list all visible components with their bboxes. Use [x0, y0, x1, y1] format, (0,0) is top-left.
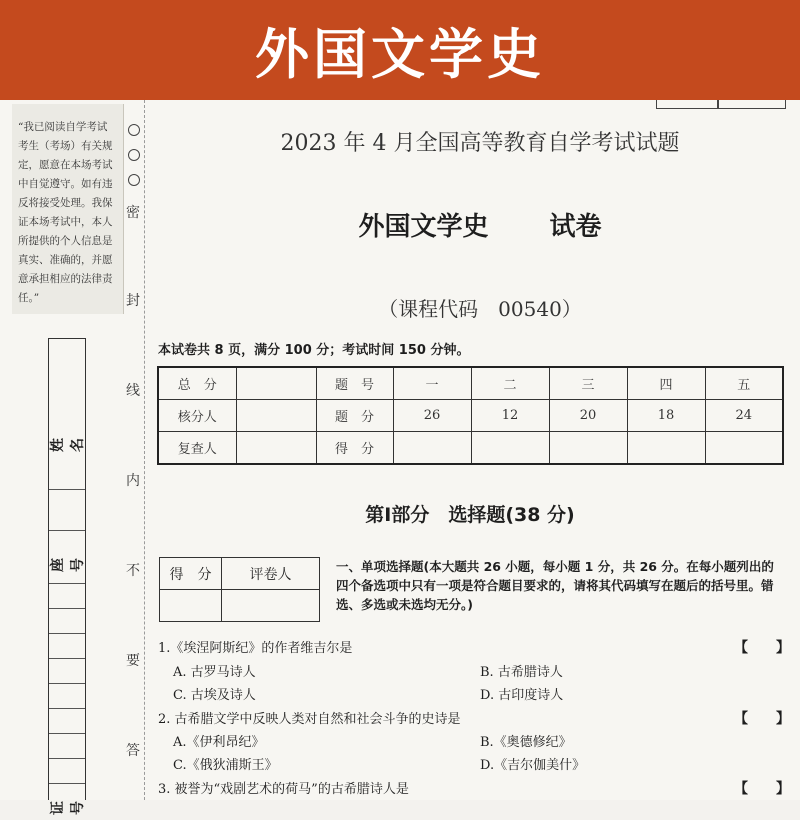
strip-cell[interactable]	[49, 659, 85, 684]
table-cell: 核分人	[158, 400, 236, 432]
table-cell: 题 号	[316, 367, 393, 400]
total-score-input[interactable]	[236, 367, 316, 400]
title-banner	[0, 0, 800, 100]
seal-circle-icon	[128, 174, 140, 186]
answer-bracket[interactable]: 【 】	[734, 711, 790, 727]
strip-cell[interactable]	[49, 634, 85, 659]
exam-subject: 外国文学史	[358, 212, 489, 242]
checker-input[interactable]	[236, 400, 316, 432]
section-title: 第Ⅰ部分 选择题(38 分)	[365, 504, 575, 526]
seal-circle-icon	[128, 124, 140, 136]
exam-note: 本试卷共 8 页，满分 100 分；考试时间 150 分钟。	[158, 343, 470, 358]
option-a: A.《伊利昂纪》	[173, 735, 265, 750]
table-row	[160, 558, 320, 590]
option-c: C. 古埃及诗人	[173, 688, 256, 703]
answer-bracket[interactable]: 【 】	[734, 781, 790, 797]
answer-bracket[interactable]: 【 】	[734, 640, 790, 656]
question-stem: 3. 被誉为“戏剧艺术的荷马”的古希腊诗人是	[158, 782, 409, 797]
banner-title: 外国文学史	[255, 22, 545, 86]
score-table	[157, 366, 784, 465]
candidate-info-strip	[48, 338, 86, 815]
table-cell: 18	[627, 400, 705, 432]
corner-box	[656, 100, 786, 109]
seal-dashed-line	[144, 100, 145, 800]
id-field[interactable]	[49, 784, 85, 814]
strip-cell[interactable]	[49, 734, 85, 759]
table-cell: 得 分	[316, 432, 393, 465]
seal-char: 密	[126, 205, 140, 221]
option-d: D. 古印度诗人	[480, 688, 564, 703]
strip-cell[interactable]	[49, 609, 85, 634]
table-cell: 24	[705, 400, 783, 432]
strip-cell[interactable]	[49, 684, 85, 709]
name-label: 姓名	[50, 438, 86, 452]
candidate-pledge: “我已阅读自学考试考生（考场）有关规定，愿意在本场考试中自觉遵守。如有违反将接受处理。我保证本场考试中，本人所提供的个人信息是真实、准确的，并愿意承担相应的法律责任。”	[12, 104, 124, 314]
name-field[interactable]	[49, 339, 85, 490]
table-row	[158, 367, 783, 400]
seal-char: 内	[126, 473, 140, 489]
question-stem: 2. 古希腊文学中反映人类对自然和社会斗争的史诗是	[158, 712, 461, 727]
score-input[interactable]	[627, 432, 705, 465]
question-stem: 1.《埃涅阿斯纪》的作者维吉尔是	[158, 641, 353, 656]
option-d: D.《吉尔伽美什》	[480, 758, 586, 773]
exam-heading: 2023 年 4 月全国高等教育自学考试试题	[280, 131, 680, 156]
table-cell: 总 分	[158, 367, 236, 400]
table-cell: 12	[471, 400, 549, 432]
seal-char: 不	[126, 563, 140, 579]
reviewer-input[interactable]	[236, 432, 316, 465]
option-b: B. 古希腊诗人	[480, 665, 563, 680]
table-cell: 一	[393, 367, 471, 400]
strip-cell[interactable]	[49, 709, 85, 734]
table-row	[158, 432, 783, 465]
seal-char: 要	[126, 653, 140, 669]
table-cell: 五	[705, 367, 783, 400]
exam-subject-line	[160, 206, 800, 243]
table-cell: 20	[549, 400, 627, 432]
table-cell: 复查人	[158, 432, 236, 465]
name-field-extra[interactable]	[49, 490, 85, 531]
table-cell: 二	[471, 367, 549, 400]
table-cell: 三	[549, 367, 627, 400]
section-instruction: 一、单项选择题(本大题共 26 小题，每小题 1 分，共 26 分。在每小题列出的四个备选项中只有一项是符合题目要求的，请将其代码填写在题后的括号里。错选、多选或未选均无分。)	[336, 559, 774, 612]
table-cell: 得 分	[160, 558, 222, 590]
seat-label: 座号	[50, 558, 86, 572]
seat-field[interactable]	[49, 531, 85, 584]
table-cell: 评卷人	[222, 558, 320, 590]
table-row	[158, 400, 783, 432]
strip-cell[interactable]	[49, 759, 85, 784]
grader-table	[159, 557, 320, 622]
grader-reviewer-input[interactable]	[222, 590, 320, 622]
score-input[interactable]	[705, 432, 783, 465]
seal-char: 封	[126, 293, 140, 309]
strip-cell[interactable]	[49, 584, 85, 609]
table-row	[160, 590, 320, 622]
score-input[interactable]	[471, 432, 549, 465]
option-a: A. 古罗马诗人	[173, 665, 256, 680]
seal-char: 线	[126, 383, 140, 399]
seal-circle-icon	[128, 149, 140, 161]
table-cell: 四	[627, 367, 705, 400]
course-code: （课程代码 00540）	[378, 297, 582, 321]
table-cell: 26	[393, 400, 471, 432]
seal-char: 答	[126, 743, 140, 759]
grader-score-input[interactable]	[160, 590, 222, 622]
option-c: C.《俄狄浦斯王》	[173, 758, 278, 773]
score-input[interactable]	[393, 432, 471, 465]
table-cell: 题 分	[316, 400, 393, 432]
score-input[interactable]	[549, 432, 627, 465]
paper-label: 试卷	[549, 212, 602, 242]
id-label: 证号	[50, 801, 86, 815]
option-b: B.《奥德修纪》	[480, 735, 572, 750]
